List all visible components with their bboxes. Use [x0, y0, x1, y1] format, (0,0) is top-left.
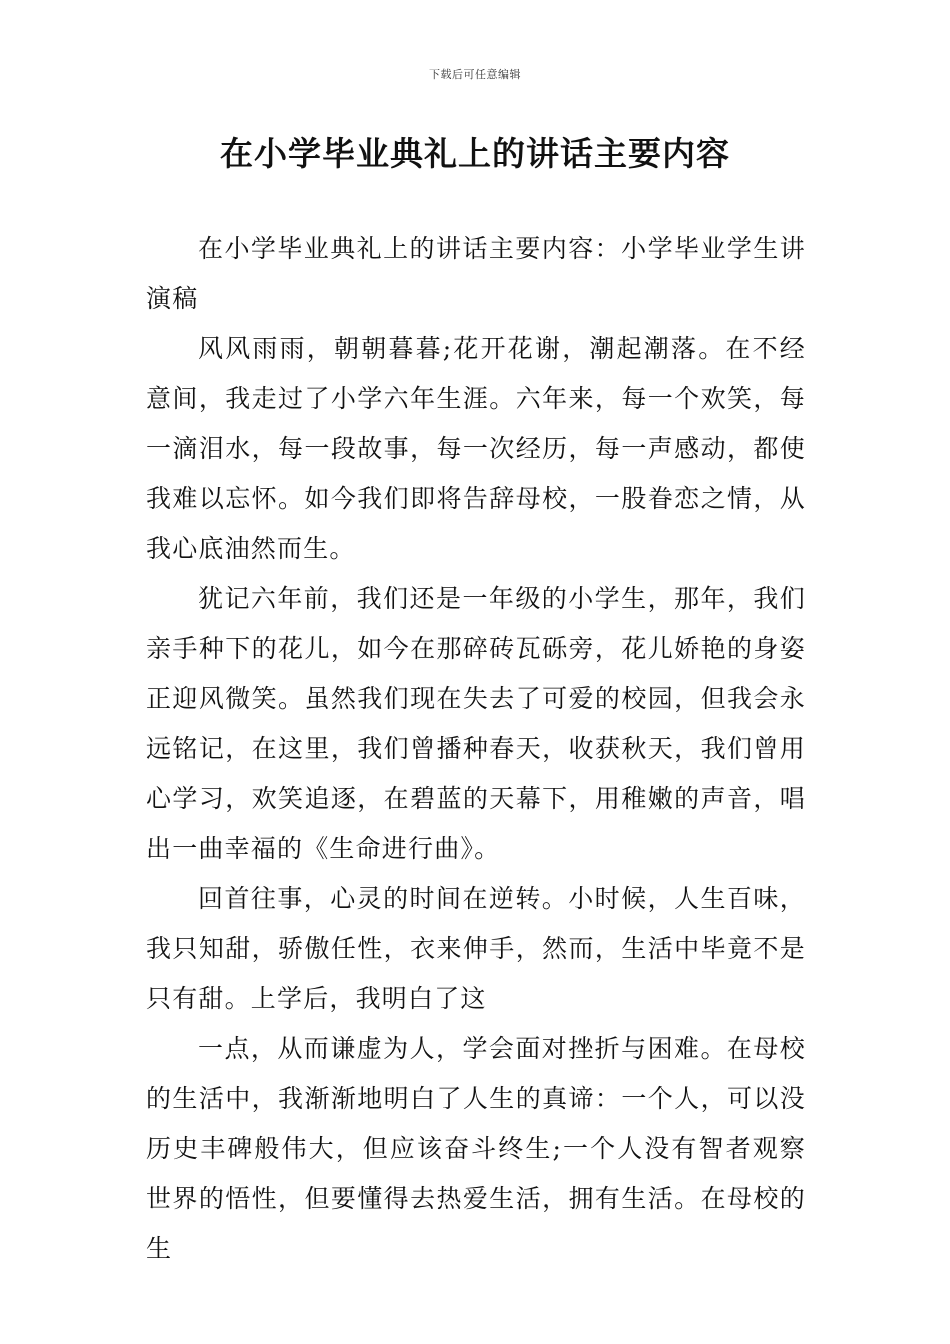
paragraph: 回首往事，心灵的时间在逆转。小时候，人生百味，我只知甜，骄傲任性，衣来伸手，然而，生活中毕竟不是只有甜。上学后，我明白了这	[146, 884, 806, 1013]
body-text	[146, 224, 806, 1274]
paragraph: 一点，从而谦虚为人，学会面对挫折与困难。在母校的生活中，我渐渐地明白了人生的真谛：一个人，可以没历史丰碑般伟大，但应该奋斗终生;一个人没有智者观察世界的悟性，但要懂得去热爱生活，拥有生活。在母校的生	[146, 1034, 806, 1263]
document-title: 在小学毕业典礼上的讲话主要内容	[220, 134, 730, 173]
header-note: 下载后可任意编辑	[429, 68, 521, 81]
paragraph: 风风雨雨，朝朝暮暮;花开花谢，潮起潮落。在不经意间，我走过了小学六年生涯。六年来，每一个欢笑，每一滴泪水，每一段故事，每一次经历，每一声感动，都使我难以忘怀。如今我们即将告辞母校，一股眷恋之情，从我心底油然而生。	[146, 334, 806, 563]
paragraph: 犹记六年前，我们还是一年级的小学生，那年，我们亲手种下的花儿，如今在那碎砖瓦砾旁，花儿娇艳的身姿正迎风微笑。虽然我们现在失去了可爱的校园，但我会永远铭记，在这里，我们曾播种春天，收获秋天，我们曾用心学习，欢笑追逐，在碧蓝的天幕下，用稚嫩的声音，唱出一曲幸福的《生命进行曲》。	[146, 584, 806, 863]
paragraph: 在小学毕业典礼上的讲话主要内容：小学毕业学生讲演稿	[146, 234, 806, 313]
